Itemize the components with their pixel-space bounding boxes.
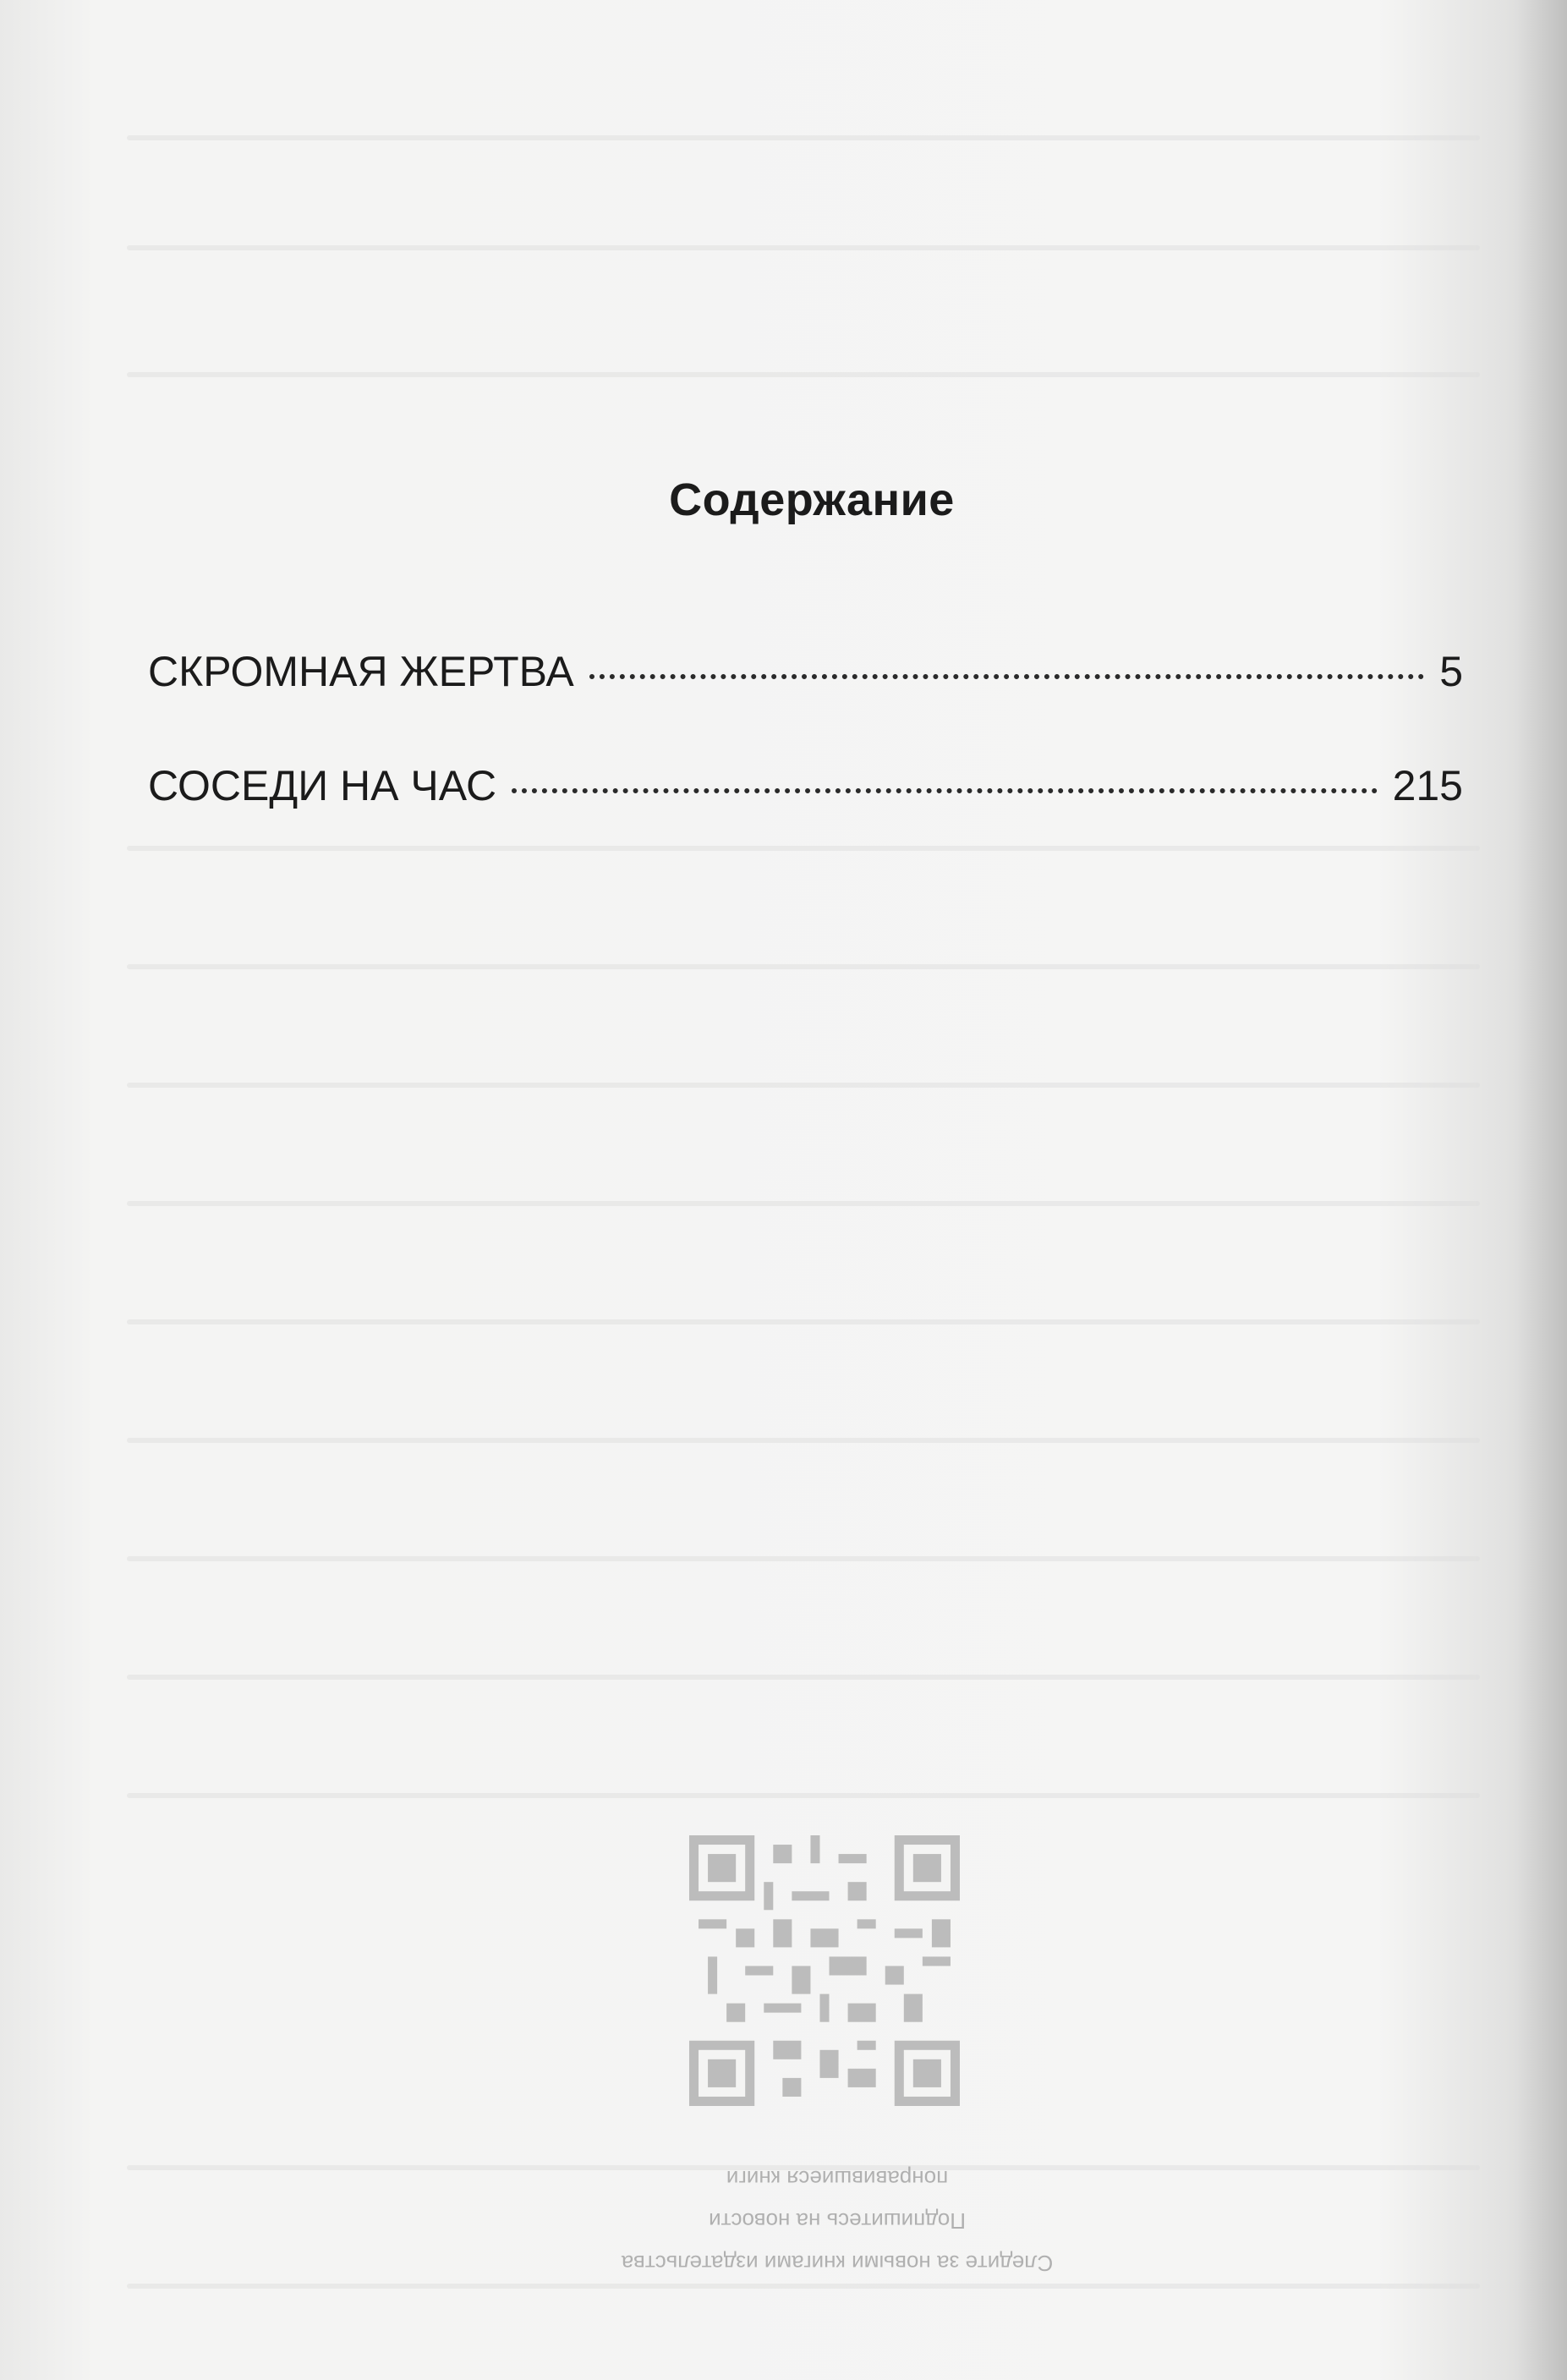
qr-caption-line: понравившиеся книги <box>726 2166 949 2191</box>
bleed-through-line <box>127 245 1480 250</box>
spine-shadow <box>1516 0 1567 2380</box>
bleed-through-line <box>127 846 1480 851</box>
bleed-through-line <box>127 1319 1480 1324</box>
toc-title: Содержание <box>669 474 955 525</box>
toc-entry <box>148 761 1463 810</box>
bleed-through-line <box>127 1438 1480 1443</box>
qr-caption-line: Следите за новыми книгами издательства <box>621 2251 1054 2276</box>
dot-leader <box>512 788 1377 793</box>
bleed-through-line <box>127 135 1480 140</box>
bleed-through-line <box>127 372 1480 377</box>
bleed-through-line <box>127 1675 1480 1680</box>
bleed-through-line <box>127 1201 1480 1206</box>
toc-entry-page: 215 <box>1392 762 1463 809</box>
bleed-through-line <box>127 1556 1480 1561</box>
bleed-through-line <box>127 1793 1480 1798</box>
bleed-through-line <box>127 964 1480 969</box>
qr-caption-line: Подпишитесь на новости <box>709 2208 966 2234</box>
toc-entry-title: СОСЕДИ НА ЧАС <box>148 762 497 809</box>
toc-entry <box>148 647 1463 696</box>
qr-code-icon <box>689 1835 960 2106</box>
toc-entry-page: 5 <box>1439 648 1463 695</box>
bleed-through-line <box>127 1083 1480 1088</box>
toc-entry-title: СКРОМНАЯ ЖЕРТВА <box>148 648 574 695</box>
dot-leader <box>589 674 1425 679</box>
bleed-through-line <box>127 2284 1480 2289</box>
